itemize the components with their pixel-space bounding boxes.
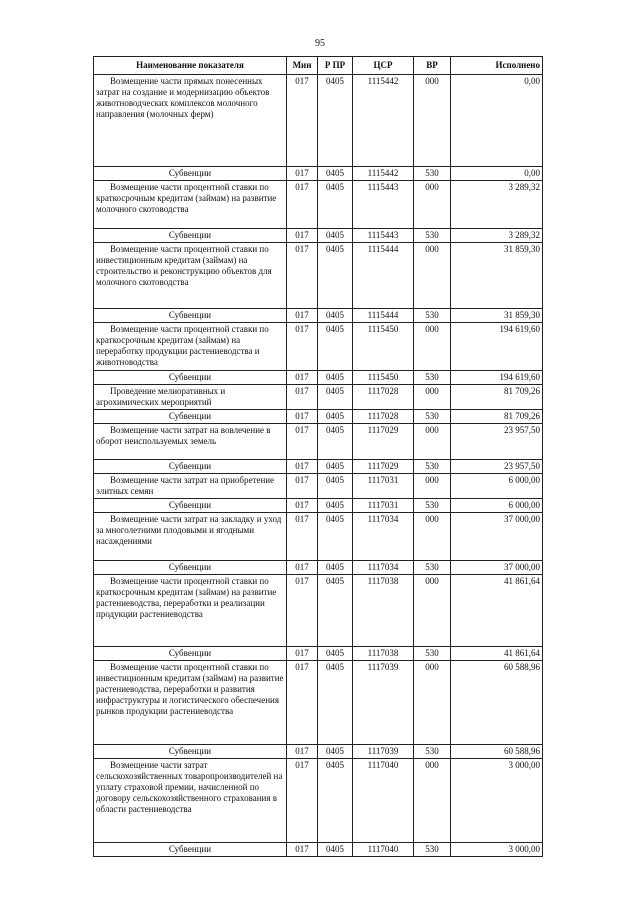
row-min-cell: 017 <box>287 410 318 424</box>
table-row-subvention <box>94 843 543 857</box>
row-csr-cell: 1115444 <box>353 309 414 323</box>
table-row-subvention <box>94 167 543 181</box>
row-name-cell: Субвенции <box>94 499 287 513</box>
row-vr-cell: 530 <box>414 561 451 575</box>
row-amount-cell: 31 859,30 <box>451 309 543 323</box>
row-name-cell: Проведение мелиоративных и агрохимических мероприятий <box>94 385 287 410</box>
row-csr-cell: 1117029 <box>353 460 414 474</box>
row-min-cell: 017 <box>287 424 318 460</box>
row-min-cell: 017 <box>287 309 318 323</box>
row-name-cell: Субвенции <box>94 843 287 857</box>
row-min-cell: 017 <box>287 561 318 575</box>
row-amount-cell: 3 000,00 <box>451 843 543 857</box>
row-name-cell: Возмещение части затрат на вовлечение в оборот неиспользуемых земель <box>94 424 287 460</box>
table-row <box>94 323 543 371</box>
table-row <box>94 181 543 229</box>
row-csr-cell: 1115444 <box>353 243 414 309</box>
row-amount-cell: 37 000,00 <box>451 561 543 575</box>
row-min-cell: 017 <box>287 371 318 385</box>
table-row <box>94 661 543 745</box>
column-header-min: Мин <box>287 57 318 75</box>
row-rpr-cell: 0405 <box>318 385 353 410</box>
row-csr-cell: 1117028 <box>353 385 414 410</box>
table-row-subvention <box>94 229 543 243</box>
row-rpr-cell: 0405 <box>318 647 353 661</box>
table-header-row <box>94 57 543 75</box>
row-rpr-cell: 0405 <box>318 474 353 499</box>
row-vr-cell: 000 <box>414 181 451 229</box>
row-vr-cell: 000 <box>414 75 451 167</box>
row-csr-cell: 1115443 <box>353 229 414 243</box>
column-header-rpr: Р ПР <box>318 57 353 75</box>
row-csr-cell: 1117028 <box>353 410 414 424</box>
row-csr-cell: 1117029 <box>353 424 414 460</box>
row-name-cell: Возмещение части затрат на приобретение элитных семян <box>94 474 287 499</box>
column-header-name: Наименование показателя <box>94 57 287 75</box>
table-row <box>94 513 543 561</box>
row-min-cell: 017 <box>287 474 318 499</box>
row-amount-cell: 23 957,50 <box>451 424 543 460</box>
row-name-cell: Субвенции <box>94 647 287 661</box>
table-row-subvention <box>94 371 543 385</box>
row-vr-cell: 530 <box>414 167 451 181</box>
row-rpr-cell: 0405 <box>318 424 353 460</box>
row-rpr-cell: 0405 <box>318 167 353 181</box>
row-name-cell: Возмещение части затрат на закладку и уход за многолетними плодовыми и ягодными насаждениями <box>94 513 287 561</box>
row-min-cell: 017 <box>287 843 318 857</box>
row-amount-cell: 3 289,32 <box>451 181 543 229</box>
row-rpr-cell: 0405 <box>318 513 353 561</box>
row-vr-cell: 530 <box>414 371 451 385</box>
page-number: 95 <box>315 38 325 49</box>
row-csr-cell: 1115443 <box>353 181 414 229</box>
row-csr-cell: 1115450 <box>353 371 414 385</box>
row-vr-cell: 000 <box>414 323 451 371</box>
row-rpr-cell: 0405 <box>318 309 353 323</box>
table-row <box>94 75 543 167</box>
row-amount-cell: 6 000,00 <box>451 499 543 513</box>
row-vr-cell: 530 <box>414 460 451 474</box>
row-name-cell: Субвенции <box>94 460 287 474</box>
row-vr-cell: 000 <box>414 385 451 410</box>
row-name-cell: Субвенции <box>94 561 287 575</box>
table-row-subvention <box>94 309 543 323</box>
row-vr-cell: 000 <box>414 759 451 843</box>
table-row-subvention <box>94 460 543 474</box>
row-amount-cell: 37 000,00 <box>451 513 543 561</box>
table-row <box>94 575 543 647</box>
row-amount-cell: 6 000,00 <box>451 474 543 499</box>
row-min-cell: 017 <box>287 460 318 474</box>
row-min-cell: 017 <box>287 661 318 745</box>
row-amount-cell: 81 709,26 <box>451 410 543 424</box>
row-vr-cell: 000 <box>414 424 451 460</box>
row-vr-cell: 000 <box>414 513 451 561</box>
row-min-cell: 017 <box>287 323 318 371</box>
row-min-cell: 017 <box>287 745 318 759</box>
row-name-cell: Возмещение части процентной ставки по краткосрочным кредитам (займам) на развитие растениеводства, переработки и реализации продукции растениеводства <box>94 575 287 647</box>
row-name-cell: Возмещение части прямых понесенных затрат на создание и модернизацию объектов животноводческих комплексов молочного направления (молочных ферм) <box>94 75 287 167</box>
row-rpr-cell: 0405 <box>318 745 353 759</box>
row-csr-cell: 1117040 <box>353 759 414 843</box>
row-min-cell: 017 <box>287 575 318 647</box>
table-row-subvention <box>94 745 543 759</box>
table-row <box>94 424 543 460</box>
row-vr-cell: 530 <box>414 410 451 424</box>
row-name-cell: Возмещение части процентной ставки по инвестиционным кредитам (займам) на развитие растениеводства, переработки и развития инфраструктуры и логистического обеспечения рынков продукции растениеводства <box>94 661 287 745</box>
row-amount-cell: 31 859,30 <box>451 243 543 309</box>
row-amount-cell: 60 588,96 <box>451 661 543 745</box>
table-row-subvention <box>94 647 543 661</box>
table-row-subvention <box>94 561 543 575</box>
row-amount-cell: 23 957,50 <box>451 460 543 474</box>
row-vr-cell: 530 <box>414 745 451 759</box>
row-amount-cell: 194 619,60 <box>451 371 543 385</box>
row-min-cell: 017 <box>287 167 318 181</box>
row-vr-cell: 530 <box>414 647 451 661</box>
row-amount-cell: 0,00 <box>451 75 543 167</box>
row-min-cell: 017 <box>287 513 318 561</box>
row-name-cell: Субвенции <box>94 167 287 181</box>
row-amount-cell: 0,00 <box>451 167 543 181</box>
row-min-cell: 017 <box>287 499 318 513</box>
row-vr-cell: 530 <box>414 229 451 243</box>
row-name-cell: Возмещение части процентной ставки по краткосрочным кредитам (займам) на переработку продукции растениеводства и животноводства <box>94 323 287 371</box>
row-name-cell: Субвенции <box>94 229 287 243</box>
row-rpr-cell: 0405 <box>318 243 353 309</box>
row-amount-cell: 41 861,64 <box>451 647 543 661</box>
row-name-cell: Возмещение части процентной ставки по краткосрочным кредитам (займам) на развитие молочного скотоводства <box>94 181 287 229</box>
row-csr-cell: 1115442 <box>353 167 414 181</box>
row-rpr-cell: 0405 <box>318 661 353 745</box>
row-min-cell: 017 <box>287 75 318 167</box>
table-row-subvention <box>94 410 543 424</box>
row-vr-cell: 000 <box>414 575 451 647</box>
row-rpr-cell: 0405 <box>318 181 353 229</box>
row-csr-cell: 1115450 <box>353 323 414 371</box>
row-rpr-cell: 0405 <box>318 75 353 167</box>
row-rpr-cell: 0405 <box>318 323 353 371</box>
row-rpr-cell: 0405 <box>318 371 353 385</box>
row-name-cell: Возмещение части процентной ставки по инвестиционным кредитам (займам) на строительство и реконструкцию объектов для молочного скотоводства <box>94 243 287 309</box>
row-csr-cell: 1117038 <box>353 647 414 661</box>
table-row <box>94 243 543 309</box>
row-vr-cell: 530 <box>414 843 451 857</box>
row-name-cell: Субвенции <box>94 745 287 759</box>
row-rpr-cell: 0405 <box>318 575 353 647</box>
row-name-cell: Возмещение части затрат сельскохозяйственных товаропроизводителей на уплату страховой премии, начисленной по договору сельскохозяйственного страхования в области растениеводства <box>94 759 287 843</box>
row-csr-cell: 1117034 <box>353 561 414 575</box>
row-rpr-cell: 0405 <box>318 410 353 424</box>
row-vr-cell: 530 <box>414 309 451 323</box>
row-vr-cell: 000 <box>414 661 451 745</box>
table-row <box>94 759 543 843</box>
row-amount-cell: 3 000,00 <box>451 759 543 843</box>
row-min-cell: 017 <box>287 243 318 309</box>
row-name-cell: Субвенции <box>94 371 287 385</box>
row-amount-cell: 81 709,26 <box>451 385 543 410</box>
row-min-cell: 017 <box>287 229 318 243</box>
row-csr-cell: 1117031 <box>353 474 414 499</box>
row-rpr-cell: 0405 <box>318 460 353 474</box>
row-csr-cell: 1117038 <box>353 575 414 647</box>
column-header-vr: ВР <box>414 57 451 75</box>
table-body <box>94 75 543 857</box>
table-row <box>94 385 543 410</box>
row-rpr-cell: 0405 <box>318 843 353 857</box>
row-min-cell: 017 <box>287 647 318 661</box>
row-amount-cell: 41 861,64 <box>451 575 543 647</box>
row-vr-cell: 000 <box>414 474 451 499</box>
row-min-cell: 017 <box>287 385 318 410</box>
row-csr-cell: 1117031 <box>353 499 414 513</box>
row-csr-cell: 1117039 <box>353 745 414 759</box>
row-name-cell: Субвенции <box>94 309 287 323</box>
budget-execution-table <box>93 56 543 857</box>
table-row-subvention <box>94 499 543 513</box>
row-amount-cell: 3 289,32 <box>451 229 543 243</box>
row-csr-cell: 1117040 <box>353 843 414 857</box>
column-header-csr: ЦСР <box>353 57 414 75</box>
column-header-amount: Исполнено <box>451 57 543 75</box>
row-vr-cell: 000 <box>414 243 451 309</box>
row-amount-cell: 194 619,60 <box>451 323 543 371</box>
row-min-cell: 017 <box>287 181 318 229</box>
row-vr-cell: 530 <box>414 499 451 513</box>
row-rpr-cell: 0405 <box>318 759 353 843</box>
row-rpr-cell: 0405 <box>318 229 353 243</box>
row-min-cell: 017 <box>287 759 318 843</box>
row-csr-cell: 1117039 <box>353 661 414 745</box>
row-amount-cell: 60 588,96 <box>451 745 543 759</box>
row-rpr-cell: 0405 <box>318 561 353 575</box>
row-name-cell: Субвенции <box>94 410 287 424</box>
table-row <box>94 474 543 499</box>
row-rpr-cell: 0405 <box>318 499 353 513</box>
row-csr-cell: 1117034 <box>353 513 414 561</box>
row-csr-cell: 1115442 <box>353 75 414 167</box>
